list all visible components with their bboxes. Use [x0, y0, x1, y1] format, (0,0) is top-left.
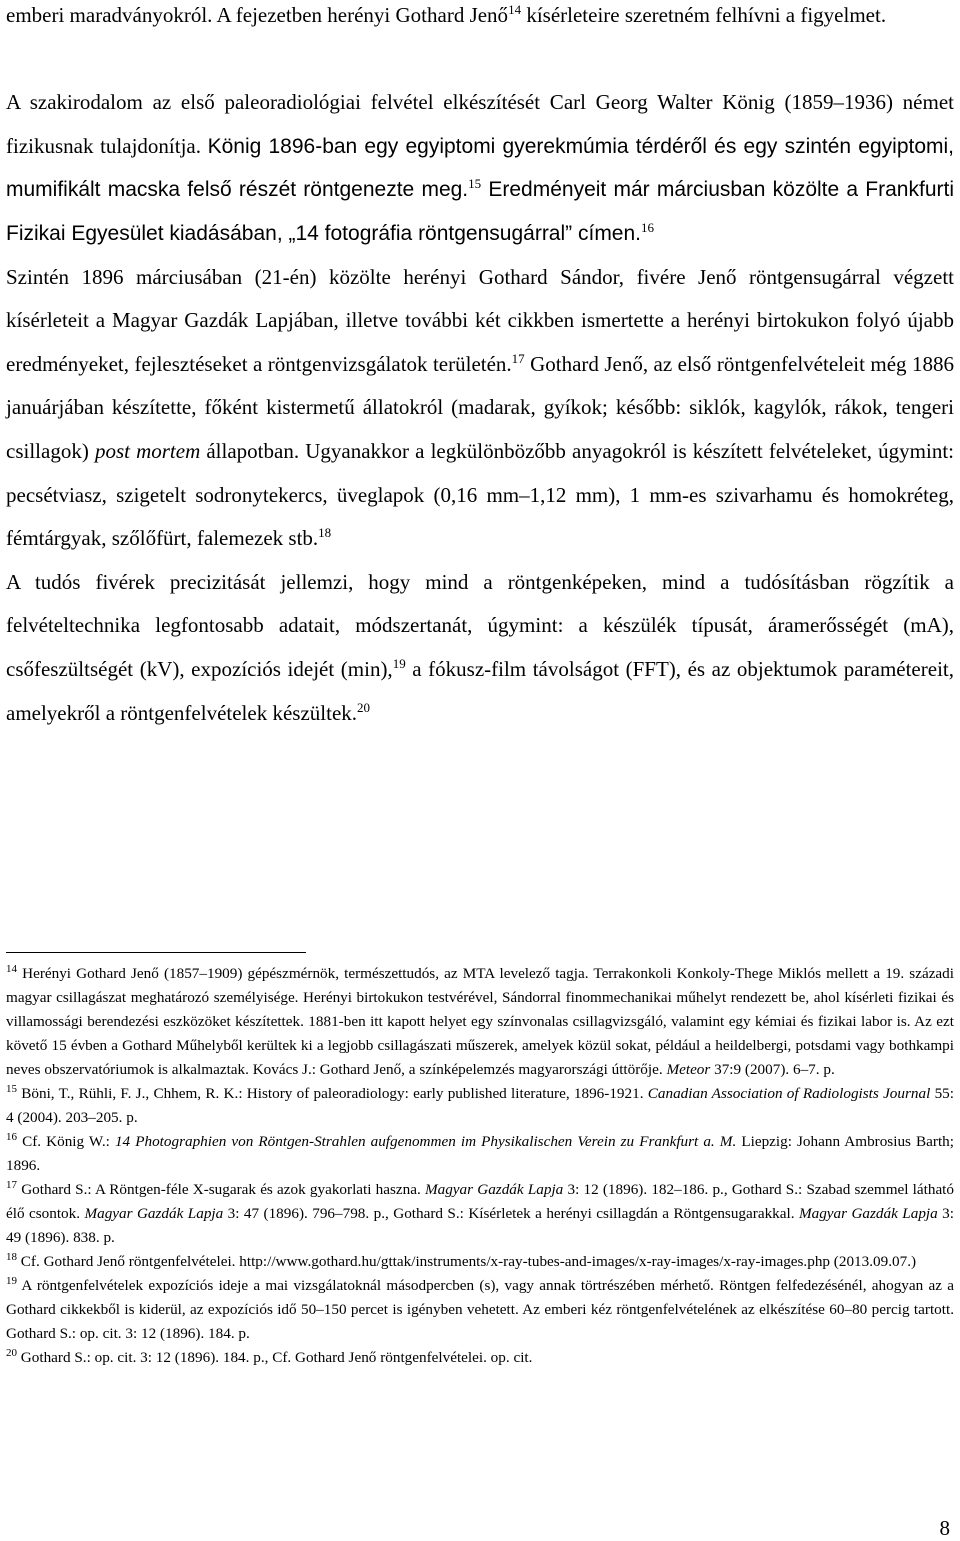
footnote-18: $^{18}$ Cf. Gothard Jenő röntgenfelvételei. http://www.gothard.hu/gttak/instruments/x-ray-tubes-and-images/x-ray-images/x-ray-images.php (2013.09.07.) [6, 1250, 917, 1270]
footnote-19: $^{19}$ A röntgenfelvételek expozíciós ideje a mai vizsgálatoknál másodpercben (s), vagy annak törtrészében mérhető. Röntgen felfedezésénél, ahogyan az a Gothard cikkekből is kiderül, az expozíciós idő 50–150 percet is igényben vehetett. Az emberi kéz röntgenfelvételének az elkészítése 60–80 percig tartott. Gothard S.: op. cit. 3: 12 (1896). 184. p. [6, 1274, 954, 1342]
footnote-17: $^{17}$ Gothard S.: A Röntgen-féle X-sugarak és azok gyakorlati haszna. Magyar Gazdák Lapja 3: 12 (1896). 182–186. p., Gothard S.: Szabad szemmel látható élő csontok. Magyar Gazdák Lapja 3: 47 (1896). 796–798. p., Gothard S.: Kísérletek a herényi csillagdán a Röntgensugarakkal. Magyar Gazdák Lapja 3: 49 (1896). 838. p. [6, 1178, 954, 1246]
footnote-ref-14[interactable]: 14 [508, 2, 522, 17]
footnote-separator [6, 952, 306, 953]
footnote-ref-15[interactable]: 15 [468, 176, 482, 192]
page-number: 8 [939, 1516, 950, 1540]
paragraph-3: Szintén 1896 márciusában (21-én) közölte herényi Gothard Sándor, fivére Jenő röntgensugárral végzett kísérleteit a Magyar Gazdák Lapjában, illetve további két cikkben ismertette a herényi birtokukon folyó újabb eredményeket, fejlesztéseket a röntgenvizsgálatok területén.$^{17}$ Gothard Jenő, az első röntgenfelvételeit még 1886 januárjában készítette, főként kistermetű állatokról (madarak, gyíkok; később: siklók, kagylók, rákok, tengeri csillagok) post mortem állapotban. Ugyanakkor a legkülönbözőbb anyagokról is készített felvételeket, úgymint: pecsétviasz, szigetelt sodronytekercs, üveglapok (0,16 mm–1,12 mm), 1 mm-es szivarhamu és homokréteg, fémtárgyak, szőlőfürt, falemezek stb.$^{18}$ [6, 264, 954, 551]
footnote-14: $^{14}$ Herényi Gothard Jenő (1857–1909) gépészmérnök, természettudós, az MTA levelező tagja. Terrakonkoli Konkoly-Thege Miklós mellett a 19. századi magyar csillagászat meghatározó személyisége. Herényi birtokukon testvérével, Sándorral finommechanikai műhelyt rendezett be, ahol kísérleti fizikai és villamossági berendezési eszközöket készítettek. 1881-ben itt kapott helyet egy színvonalas csillagvizsgáló, valamint egy kémiai és fizikai labor is. Az ezt követő 15 évben a Gothard Műhelyből kerültek ki a legjobb csillagászati műszerek, amelyek közül sokat, például a heildelbergi, potsdami vagy bothkampi neves obszervatóriumok is alkalmaztak. Kovács J.: Gothard Jenő, a színképelemzés magyarországi úttörője. Meteor 37:9 (2007). 6–7. p. [6, 962, 954, 1078]
footnote-ref-17[interactable]: 17 [511, 350, 525, 366]
paragraph-1: emberi maradványokról. A fejezetben herényi Gothard Jenő$^{14}$ kísérleteire szeretném felhívni a figyelmet. [6, 2, 887, 27]
footnote-16: $^{16}$ Cf. König W.: 14 Photographien von Röntgen-Strahlen aufgenommen im Physikalischen Verein zu Frankfurt a. M. Liepzig: Johann Ambrosius Barth; 1896. [6, 1130, 954, 1174]
emphasis-post-mortem: post mortem [94, 438, 201, 463]
footnote-ref-16[interactable]: 16 [641, 219, 655, 235]
paragraph-4: A tudós fivérek precizitását jellemzi, hogy mind a röntgenképeken, mind a tudósításban rögzítik a felvételtechnika legfontosabb adatait, módszertanát, úgymint: a készülék típusát, áramerősségét (mA), csőfeszültségét (kV), expozíciós idejét (min),$^{19}$ a fókusz-film távolságot (FFT), és az objektumok paramétereit, amelyekről a röntgenfelvételek készültek.$^{20}$ [6, 569, 954, 725]
footnotes [6, 962, 954, 1370]
paragraph-gap [6, 38, 954, 82]
footnote-18-link[interactable]: Cf. Gothard Jenő röntgenfelvételei. http://www.gothard.hu/gttak/instruments/x-ray-tubes-and-images/x-ray-images/x-ray-images.php (2013.09.07.) [17, 1253, 917, 1270]
footnote-ref-19[interactable]: 19 [392, 655, 406, 671]
footnote-20: $^{20}$ Gothard S.: op. cit. 3: 12 (1896). 184. p., Cf. Gothard Jenő röntgenfelvételei. op. cit. [6, 1346, 533, 1366]
paragraph-2: A szakirodalom az első paleoradiológiai felvétel elkészítését Carl Georg Walter König (1859–1936) német fizikusnak tulajdonítja. König 1896-ban egy egyiptomi gyerekmúmia térdéről és egy szintén egyiptomi, mumifikált macska felső részét röntgenezte meg.$^{15}$ Eredményeit már márciusban közölte a Frankfurti Fizikai Egyesület kiadásában, „14 fotográfia röntgensugárral” címen.$^{16}$ [6, 90, 955, 245]
footnote-ref-18[interactable]: 18 [318, 525, 332, 541]
footnote-ref-20[interactable]: 20 [357, 699, 371, 715]
body-text [6, 0, 954, 735]
footnote-15: $^{15}$ Böni, T., Rühli, F. J., Chhem, R. K.: History of paleoradiology: early published literature, 1896-1921. Canadian Association of Radiologists Journal 55: 4 (2004). 203–205. p. [6, 1082, 954, 1126]
